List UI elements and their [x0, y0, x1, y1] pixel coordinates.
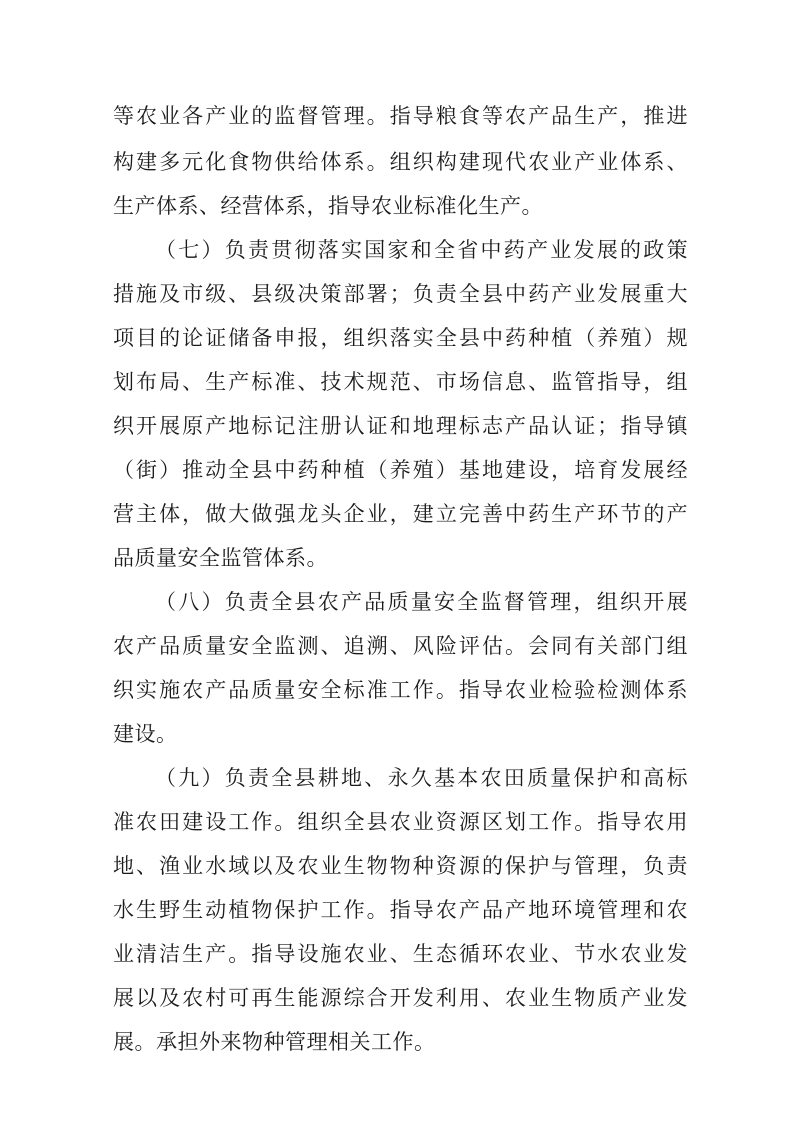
text-line: 划布局、生产标准、技术规范、市场信息、监管指导，组 [113, 370, 688, 394]
text-line: 织开展原产地标记注册认证和地理标志产品认证；指导镇 [113, 414, 688, 438]
text-line: 构建多元化食物供给体系。组织构建现代农业产业体系、 [113, 150, 688, 174]
paragraph-8-start: （八）负责全县农产品质量安全监督管理，组织开展 [155, 590, 688, 614]
text-line: 项目的论证储备申报，组织落实全县中药种植（养殖）规 [113, 326, 688, 350]
text-line: （街）推动全县中药种植（养殖）基地建设，培育发展经 [113, 458, 688, 482]
text-line: 展。承担外来物种管理相关工作。 [113, 1030, 436, 1054]
text-line: 等农业各产业的监督管理。指导粮食等农产品生产，推进 [113, 104, 688, 128]
text-line: 业清洁生产。指导设施农业、生态循环农业、节水农业发 [113, 942, 688, 966]
text-line: 展以及农村可再生能源综合开发利用、农业生物质产业发 [113, 986, 688, 1010]
text-line: 地、渔业水域以及农业生物物种资源的保护与管理，负责 [113, 854, 688, 878]
paragraph-7-start: （七）负责贯彻落实国家和全省中药产业发展的政策 [155, 238, 688, 262]
text-line: 准农田建设工作。组织全县农业资源区划工作。指导农用 [113, 810, 688, 834]
text-line: 水生野生动植物保护工作。指导农产品产地环境管理和农 [113, 898, 688, 922]
paragraph-9-start: （九）负责全县耕地、永久基本农田质量保护和高标 [155, 766, 688, 790]
text-line: 农产品质量安全监测、追溯、风险评估。会同有关部门组 [113, 634, 688, 658]
text-line: 建设。 [113, 722, 178, 746]
text-line: 措施及市级、县级决策部署；负责全县中药产业发展重大 [113, 282, 688, 306]
text-line: 织实施农产品质量安全标准工作。指导农业检验检测体系 [113, 678, 688, 702]
text-line: 品质量安全监管体系。 [113, 546, 328, 570]
text-line: 营主体，做大做强龙头企业，建立完善中药生产环节的产 [113, 502, 688, 526]
text-line: 生产体系、经营体系，指导农业标准化生产。 [113, 194, 543, 218]
